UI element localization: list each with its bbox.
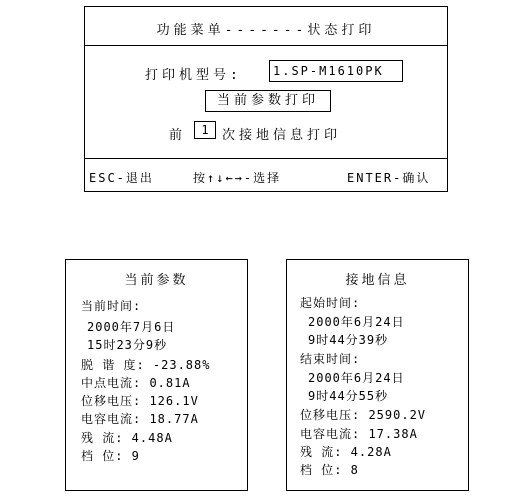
- esc-exit-hint: ESC-退出: [89, 171, 154, 185]
- function-menu-panel: [84, 6, 448, 192]
- ground-capacitive-current: 电容电流: 17.38A: [300, 427, 418, 441]
- current-params-title: 当前参数: [124, 273, 189, 288]
- printer-model-label: 打印机型号:: [145, 68, 242, 83]
- start-date: 2000年6月24日: [308, 315, 405, 329]
- ground-displacement-voltage: 位移电压: 2590.2V: [300, 408, 427, 422]
- residual-current-value: 残 流: 4.48A: [81, 431, 173, 445]
- tap-value: 档 位: 9: [81, 449, 140, 463]
- ground-info-panel: [286, 259, 469, 491]
- current-params-panel: [65, 259, 248, 491]
- enter-confirm-hint: ENTER-确认: [347, 171, 431, 185]
- end-time: 9时44分55秒: [308, 389, 389, 403]
- printer-model-field[interactable]: 1.SP-M1610PK: [269, 60, 403, 82]
- start-time: 9时44分39秒: [308, 333, 389, 347]
- detune-value: 脱 谐 度: -23.88%: [81, 358, 211, 372]
- displacement-voltage-value: 位移电压: 126.1V: [81, 394, 199, 408]
- end-date: 2000年6月24日: [308, 371, 405, 385]
- ground-residual-current: 残 流: 4.28A: [300, 445, 392, 459]
- previous-count-field[interactable]: 1: [194, 121, 216, 139]
- neutral-current-value: 中点电流: 0.81A: [81, 376, 191, 390]
- arrow-select-hint: 按↑↓←→-选择: [193, 171, 282, 185]
- start-time-label: 起始时间:: [300, 296, 361, 310]
- menu-divider: [85, 45, 447, 46]
- footer-divider: [85, 158, 447, 159]
- print-current-params-button[interactable]: 当前参数打印: [205, 90, 331, 112]
- end-time-label: 结束时间:: [300, 352, 361, 366]
- ground-info-title: 接地信息: [345, 273, 410, 288]
- ground-info-print-label: 次接地信息打印: [222, 128, 342, 143]
- ground-tap: 档 位: 8: [300, 463, 359, 477]
- current-date: 2000年7月6日: [87, 320, 176, 334]
- current-time-label: 当前时间:: [81, 299, 142, 313]
- menu-title: 功能菜单-------状态打印: [156, 23, 376, 38]
- capacitive-current-value: 电容电流: 18.77A: [81, 412, 199, 426]
- current-time: 15时23分9秒: [87, 338, 168, 352]
- previous-prefix-label: 前: [169, 128, 183, 143]
